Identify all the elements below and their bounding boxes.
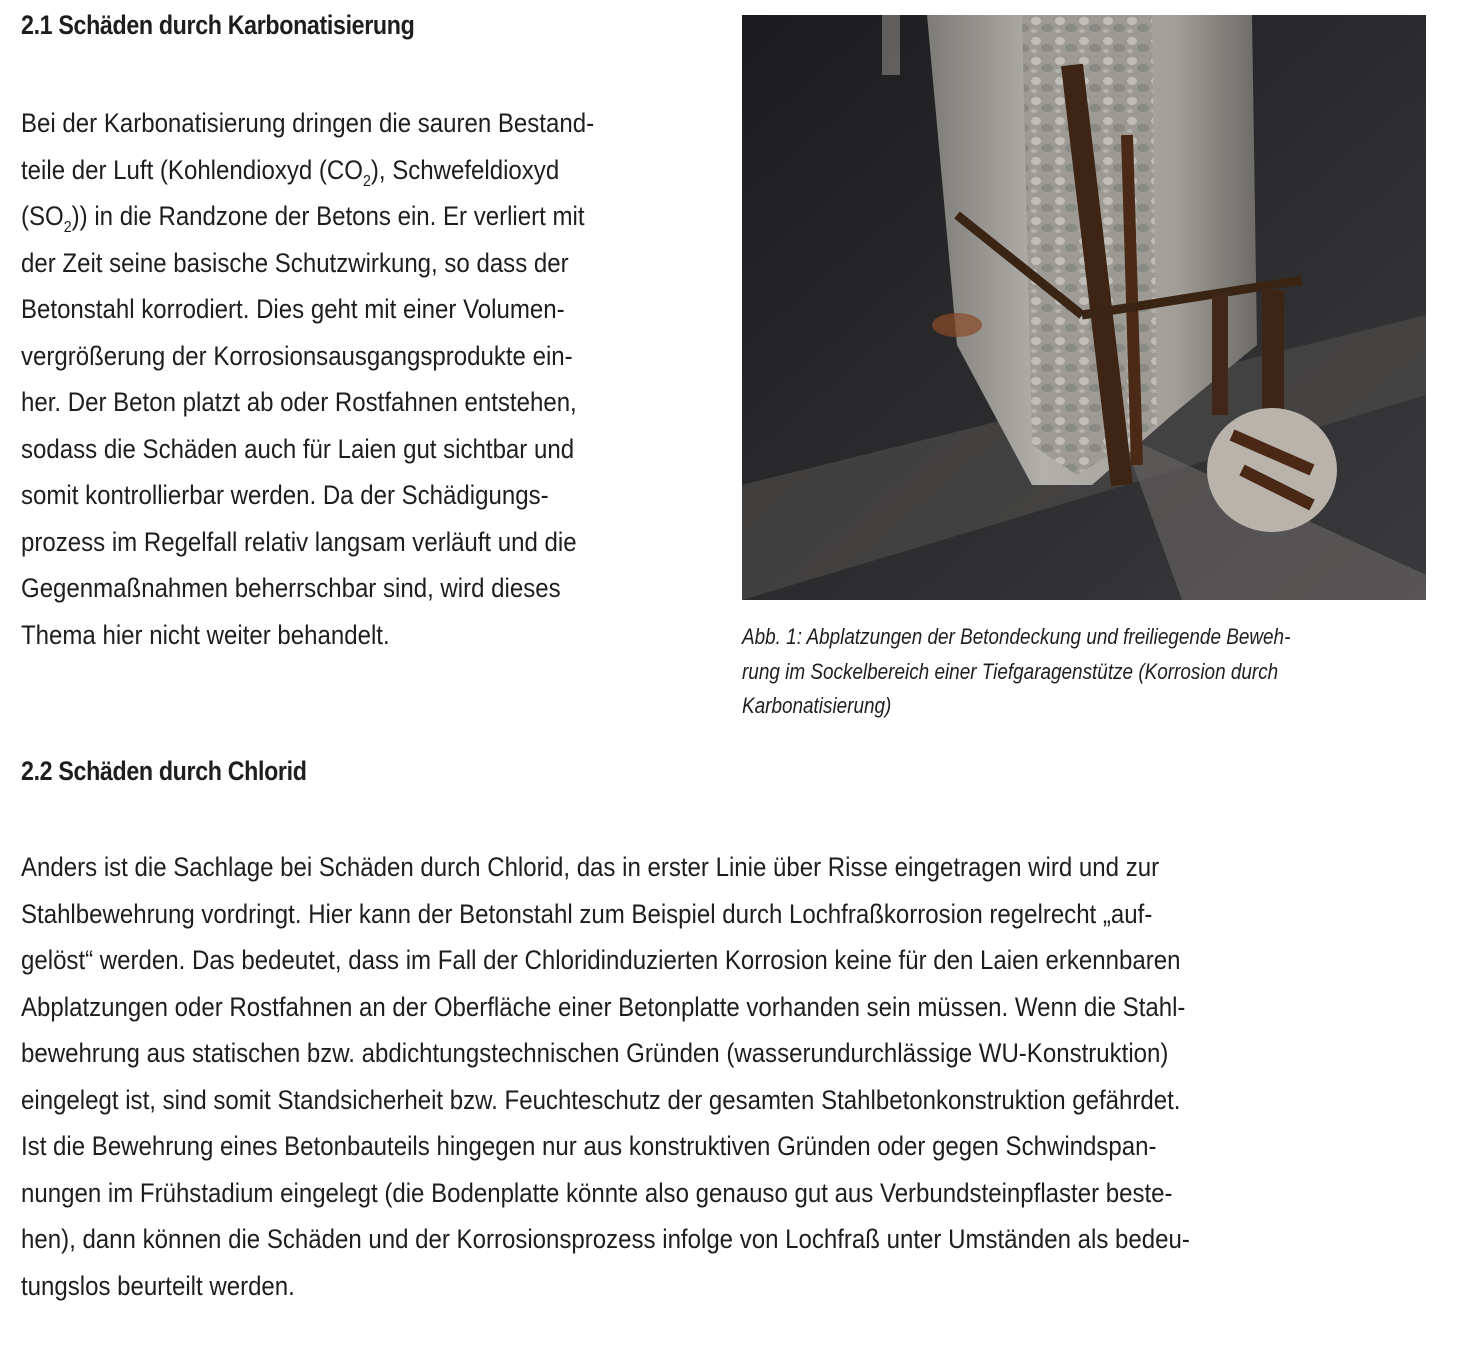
text-line: der Zeit seine basische Schutzwirkung, so dass der: [21, 247, 569, 278]
text-line: tungslos beurteilt werden.: [21, 1270, 295, 1301]
subscript: 2: [63, 219, 72, 236]
text-line: Anders ist die Sachlage bei Schäden durch Chlorid, das in erster Linie über Risse eingetragen wird und zur: [21, 852, 1160, 882]
caption-line: rung im Sockelbereich einer Tiefgaragenstütze (Korrosion durch: [742, 658, 1279, 684]
paragraph-chlorid: [21, 844, 1334, 1309]
text-line: $(SO_2)$) in die Randzone der Betons ein. Er verliert mit: [21, 201, 585, 236]
text-line: sodass die Schäden auch für Laien gut sichtbar und: [21, 433, 575, 464]
text-line: Bei der Karbonatisierung dringen die sauren Bestand-: [21, 108, 595, 138]
caption-line: Karbonatisierung): [742, 693, 892, 718]
text-line: Stahlbewehrung vordringt. Hier kann der Betonstahl zum Beispiel durch Lochfraßkorrosion regelrecht „auf-: [21, 898, 1153, 929]
paragraph-karbonatisierung: [21, 100, 665, 658]
text-line: somit kontrollierbar werden. Da der Schädigungs-: [21, 480, 549, 510]
section-heading-karbonatisierung: 2.1 Schäden durch Karbonatisierung: [21, 10, 415, 40]
text-line: nungen im Frühstadium eingelegt (die Bodenplatte könnte also genauso gut aus Verbundsteinpflaster beste-: [21, 1177, 1173, 1208]
text-line: Ist die Bewehrung eines Betonbauteils hingegen nur aus konstruktiven Gründen oder gegen Schwindspan-: [21, 1131, 1157, 1161]
section-heading-chlorid: 2.2 Schäden durch Chlorid: [21, 756, 307, 786]
subscript: 2: [362, 172, 371, 190]
text-line: prozess im Regelfall relativ langsam verläuft und die: [21, 526, 577, 557]
text-line: vergrößerung der Korrosionsausgangsprodukte ein-: [21, 340, 573, 371]
caption-line: Abb. 1: Abplatzungen der Betondeckung und freiliegende Beweh-: [742, 624, 1291, 649]
text-line: her. Der Beton platzt ab oder Rostfahnen entstehen,: [21, 387, 577, 417]
text-line: hen), dann können die Schäden und der Korrosionsprozess infolge von Lochfraß unter Umständen als bedeu-: [21, 1224, 1190, 1254]
text-line: teile der Luft (Kohlendioxyd $(CO_2)$, Schwefeldioxyd: [21, 154, 560, 190]
figure-photo-corroded-column: [742, 15, 1426, 600]
text-line: Thema hier nicht weiter behandelt.: [21, 619, 390, 650]
text-line: Abplatzungen oder Rostfahnen an der Oberfläche einer Betonplatte vorhanden sein müssen. Wenn die Stahl-: [21, 991, 1186, 1022]
text-line: Betonstahl korrodiert. Dies geht mit einer Volumen-: [21, 294, 565, 324]
figure-caption: [742, 620, 1380, 724]
text-line: Gegenmaßnahmen beherrschbar sind, wird dieses: [21, 573, 561, 603]
text-line: gelöst“ werden. Das bedeutet, dass im Fall der Chloridinduzierten Korrosion keine für den Laien erkennbaren: [21, 945, 1181, 975]
text-line: bewehrung aus statischen bzw. abdichtungstechnischen Gründen (wasserundurchlässige WU-Konstruktion): [21, 1038, 1169, 1068]
text-line: eingelegt ist, sind somit Standsicherheit bzw. Feuchteschutz der gesamten Stahlbetonkonstruktion gefährdet.: [21, 1084, 1181, 1115]
